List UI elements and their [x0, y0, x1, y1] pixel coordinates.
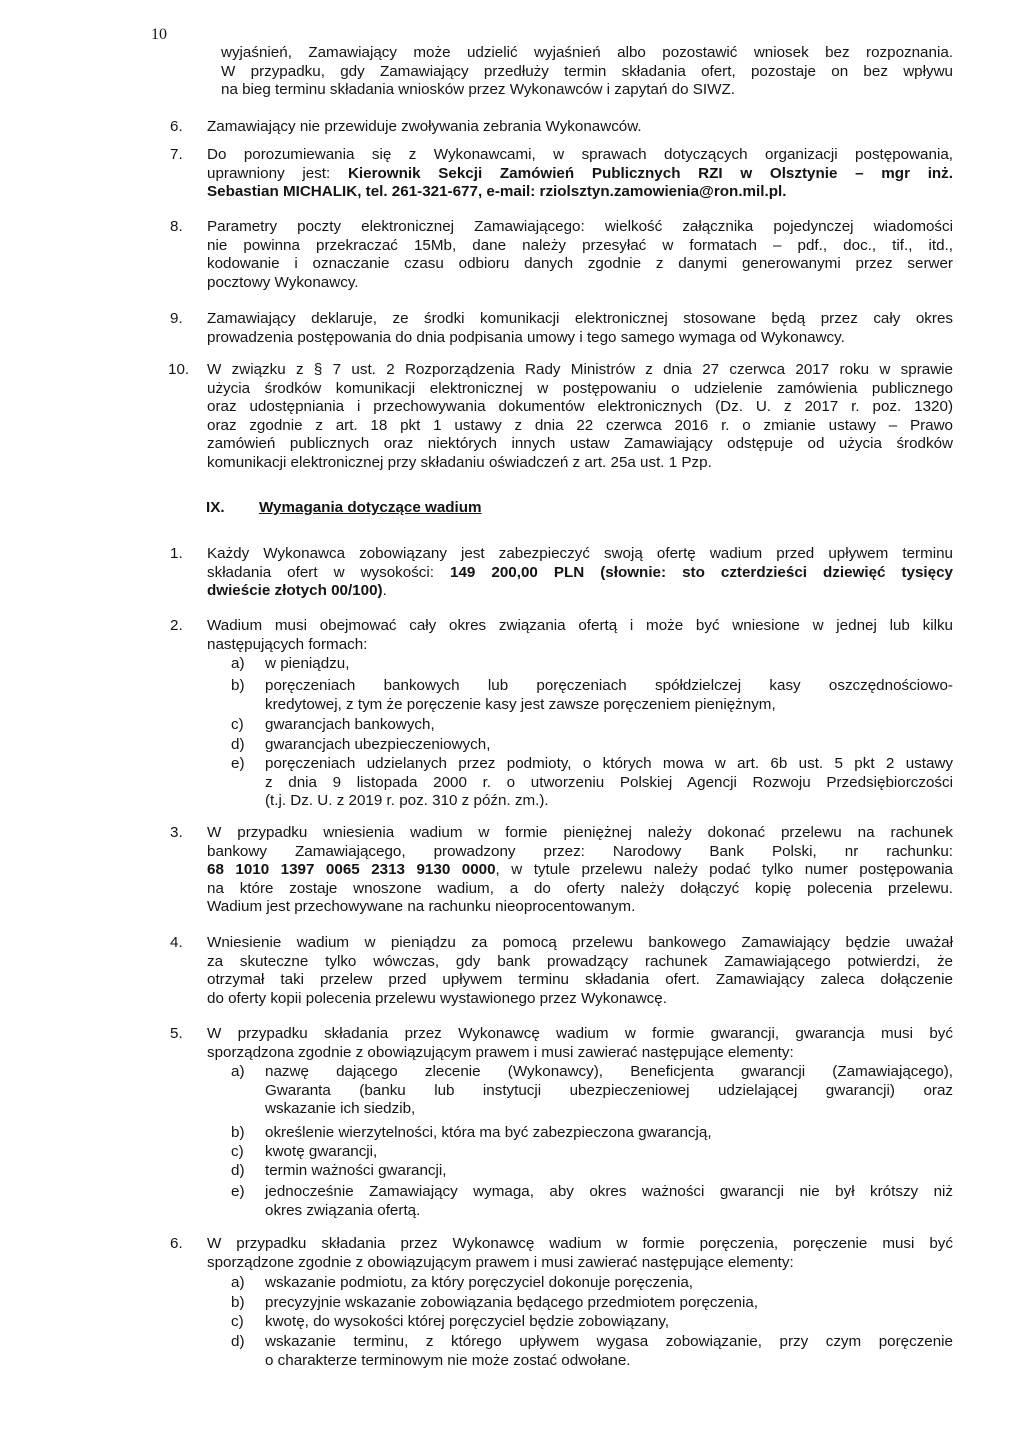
- text-line: poręczeniach bankowych lub poręczeniach spółdzielczej kasy oszczędnościowo-: [265, 677, 953, 694]
- page-number: 10: [151, 26, 167, 43]
- text-line: kredytowej, z tym że poręczenie kasy jest zawsze poręczeniem pieniężnym,: [265, 695, 776, 713]
- text-line: sporządzone zgodnie z obowiązującym prawem i musi zawierać następujące elementy:: [207, 1253, 794, 1271]
- text-line: gwarancjach bankowych,: [265, 716, 435, 733]
- inline-text: , w tytule przelewu należy podać tylko numer postępowania: [495, 861, 953, 879]
- text-line: nazwę dającego zlecenie (Wykonawcy), Beneficjenta gwarancji (Zamawiającego),: [265, 1063, 953, 1080]
- item-number: 8.: [170, 218, 183, 235]
- text-line: otrzymał taki przelew przed upływem terminu składania ofert. Zamawiający zaleca dołączenie: [207, 971, 953, 989]
- sub-item-label: d): [231, 1162, 245, 1179]
- sub-item-label: a): [231, 1274, 245, 1291]
- text-line: użycia środków komunikacji elektronicznej w postępowaniu o udzielenie zamówienia publicznego: [207, 379, 953, 397]
- bank-account-number: 68 1010 1397 0065 2313 9130 0000: [207, 861, 496, 879]
- sub-item-label: d): [231, 1333, 245, 1350]
- sub-item-label: b): [231, 1294, 245, 1311]
- item-number: 7.: [170, 146, 183, 163]
- sub-item-label: e): [231, 755, 245, 772]
- item-number: 6.: [170, 118, 183, 135]
- text-line: Wadium musi obejmować cały okres związania ofertą i może być wniesione w jednej lub kilku: [207, 617, 953, 634]
- text-line: na bieg terminu składania wniosków przez Wykonawców i zapytań do SIWZ.: [221, 81, 735, 99]
- text-line: wskazanie terminu, z którego upływem wygasa zobowiązanie, przy czym poręczenie: [265, 1333, 953, 1350]
- text-line: za skuteczne tylko wówczas, gdy bank prowadzący rachunek Zamawiającego potwierdzi, że: [207, 952, 953, 970]
- text-line: termin ważności gwarancji,: [265, 1162, 447, 1179]
- text-line: poręczeniach udzielanych przez podmioty, o których mowa w art. 6b ust. 5 pkt 2 ustawy: [265, 755, 953, 772]
- text-line: prowadzenia postępowania do dnia podpisania umowy i tego samego wymaga od Wykonawcy.: [207, 328, 845, 346]
- text-line: wskazanie podmiotu, za który poręczyciel dokonuje poręczenia,: [265, 1274, 694, 1291]
- text-line: W związku z § 7 ust. 2 Rozporządzenia Rady Ministrów z dnia 27 czerwca 2017 roku w sprawie: [207, 361, 953, 378]
- text-line: do oferty kopii polecenia przelewu wystawionego przez Wykonawcę.: [207, 989, 667, 1007]
- item-number: 3.: [170, 824, 183, 841]
- text-line: W przypadku, gdy Zamawiający przedłuży termin składania ofert, pozostaje on bez wpływu: [221, 62, 953, 80]
- bid-amount: 149 200,00 PLN (słownie: sto czterdzieści dziewięć tysięcy: [450, 563, 953, 581]
- text-line: o charakterze terminowym nie może zostać odwołane.: [265, 1351, 631, 1369]
- item-number: 5.: [170, 1025, 183, 1042]
- text-line: Zamawiający deklaruje, ze środki komunikacji elektronicznej stosowane będą przez cały okres: [207, 310, 953, 327]
- text-line: nie powinna przekraczać 15Mb, dane należy przesyłać w formatach – pdf., doc., tif., itd.,: [207, 236, 953, 254]
- text-line: wyjaśnień, Zamawiający może udzielić wyjaśnień albo pozostawić wniosek bez rozpoznania.: [221, 44, 953, 61]
- text-line: Do porozumiewania się z Wykonawcami, w sprawach dotyczących organizacji postępowania,: [207, 146, 953, 163]
- text-line: wskazanie ich siedzib,: [265, 1100, 416, 1118]
- sub-item-label: c): [231, 1313, 244, 1330]
- inline-text: składania ofert w wysokości:: [207, 563, 451, 581]
- item-number: 9.: [170, 310, 183, 327]
- sub-item-label: c): [231, 716, 244, 733]
- text-line: W przypadku wniesienia wadium w formie pieniężnej należy dokonać przelewu na rachunek: [207, 824, 953, 841]
- text-line: z dnia 9 listopada 2000 r. o utworzeniu Polskiej Agencji Rozwoju Przedsiębiorczości: [265, 773, 953, 791]
- text-line: [207, 861, 953, 880]
- text-line: (t.j. Dz. U. z 2019 r. poz. 310 z późn. zm.).: [265, 792, 549, 810]
- item-number: 10.: [168, 361, 190, 378]
- text-line: Wniesienie wadium w pieniądzu za pomocą przelewu bankowego Zamawiający będzie uważał: [207, 934, 953, 951]
- text-line: komunikacji elektronicznej przy składaniu oświadczeń z art. 25a ust. 1 Pzp.: [207, 453, 712, 471]
- item-number: 1.: [170, 545, 183, 562]
- text-line: okres związania ofertą.: [265, 1201, 421, 1219]
- text-line: zamówień publicznych oraz niektórych innych ustaw Zamawiający odstępuje od użycia środków: [207, 435, 953, 453]
- text-line: jednocześnie Zamawiający wymaga, aby okres ważności gwarancji nie był krótszy niż: [265, 1183, 953, 1200]
- section-number: IX.: [206, 499, 225, 516]
- text-line: oraz zgodnie z art. 18 pkt 1 ustawy z dnia 22 czerwca 2016 r. o zmianie ustawy – Prawo: [207, 416, 953, 434]
- text-line: [207, 564, 953, 583]
- text-line: sporządzona zgodnie z obowiązującym prawem i musi zawierać następujące elementy:: [207, 1043, 794, 1061]
- text-line: określenie wierzytelności, która ma być zabezpieczona gwarancją,: [265, 1124, 712, 1141]
- text-line: Wadium jest przechowywane na rachunku nieoprocentowanym.: [207, 898, 636, 916]
- text-line: na które zostaje wnoszone wadium, a do oferty należy dołączyć kopię polecenia przelewu.: [207, 879, 953, 897]
- text-line: następujących formach:: [207, 635, 368, 653]
- text-line: oraz udostępniania i przechowywania dokumentów elektronicznych (Dz. U. z 2017 r. poz. 1320): [207, 398, 953, 416]
- text-line: Gwaranta (banku lub instytucji ubezpieczeniowej udzielającej gwarancji) oraz: [265, 1081, 953, 1099]
- item-number: 2.: [170, 617, 183, 634]
- inline-text: uprawniony jest:: [207, 164, 348, 182]
- text-line: w pieniądzu,: [265, 655, 350, 672]
- text-line: W przypadku składania przez Wykonawcę wadium w formie poręczenia, poręczenie musi być: [207, 1235, 953, 1252]
- section-title: Wymagania dotyczące wadium: [259, 499, 482, 516]
- text-line: bankowy Zamawiającego, prowadzony przez: Narodowy Bank Polski, nr rachunku:: [207, 842, 953, 860]
- text-line: Każdy Wykonawca zobowiązany jest zabezpieczyć swoją ofertę wadium przed upływem terminu: [207, 545, 953, 562]
- sub-item-label: b): [231, 1124, 245, 1141]
- text-line: [207, 582, 953, 601]
- text-line: pocztowy Wykonawcy.: [207, 273, 359, 291]
- text-line: kwotę, do wysokości której poręczyciel będzie zobowiązany,: [265, 1313, 670, 1330]
- sub-item-label: a): [231, 655, 245, 672]
- sub-item-label: e): [231, 1183, 245, 1200]
- contact-person: Kierownik Sekcji Zamówień Publicznych RZI w Olsztynie – mgr inż.: [347, 164, 954, 182]
- text-line: W przypadku składania przez Wykonawcę wadium w formie gwarancji, gwarancja musi być: [207, 1025, 953, 1042]
- sub-item-label: a): [231, 1063, 245, 1080]
- text-line: gwarancjach ubezpieczeniowych,: [265, 736, 491, 753]
- text-line: kodowanie i oznaczanie czasu odbioru danych zgodnie z danymi generowanymi przez serwer: [207, 255, 953, 273]
- item-number: 4.: [170, 934, 183, 951]
- inline-text: .: [382, 582, 387, 600]
- text-line: Parametry poczty elektronicznej Zamawiającego: wielkość załącznika pojedynczej wiadomości: [207, 218, 953, 235]
- text-line: Sebastian MICHALIK, tel. 261-321-677, e-mail: rziolsztyn.zamowienia@ron.mil.pl.: [207, 183, 787, 201]
- text-line: precyzyjnie wskazanie zobowiązania będącego przedmiotem poręczenia,: [265, 1294, 759, 1311]
- sub-item-label: d): [231, 736, 245, 753]
- bid-amount-words: dwieście złotych 00/100): [207, 582, 383, 600]
- sub-item-label: c): [231, 1143, 244, 1160]
- item-number: 6.: [170, 1235, 183, 1252]
- sub-item-label: b): [231, 677, 245, 694]
- text-line: kwotę gwarancji,: [265, 1143, 378, 1160]
- text-line: Zamawiający nie przewiduje zwoływania zebrania Wykonawców.: [207, 118, 642, 135]
- text-line: [207, 165, 953, 184]
